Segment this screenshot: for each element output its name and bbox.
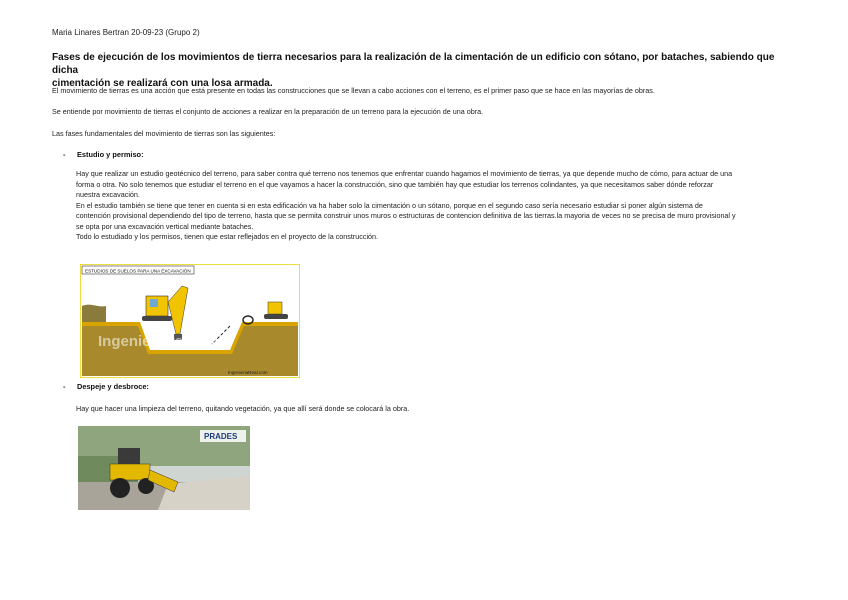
photo-logo: PRADES xyxy=(204,432,238,441)
intro-paragraph-2: Se entiende por movimiento de tierras el conjunto de acciones a realizar en la preparación de un terreno para la ejecución de una obra. xyxy=(52,107,484,116)
bullet-dash: - xyxy=(63,382,66,391)
body-line: se opta por una excavación vertical mediante bataches. xyxy=(76,221,254,231)
document-header: Maria Linares Bertran 20-09-23 (Grupo 2) xyxy=(52,28,200,37)
body-line: Todo lo estudiado y los permisos, tienen que estar reflejados en el proyecto de la construcción. xyxy=(76,232,379,241)
title-line-1: Fases de ejecución de los movimientos de tierra necesarios para la realización de la cimentación de un edificio con sótano, por bataches, sabiendo que dicha xyxy=(52,52,775,76)
title-line-2: cimentación se realizará con una losa armada. xyxy=(52,78,273,89)
figure-banner-text: ESTUDIOS DE SUELOS PARA UNA EXCAVACIÓN xyxy=(85,268,191,274)
excavator-tracks xyxy=(142,316,172,321)
loader-cab xyxy=(118,448,140,466)
land-clearing-photo xyxy=(78,426,250,510)
figure-watermark: Ingenieriareal.com xyxy=(98,333,231,350)
body-line: forma o otra. No solo tenemos que estudiar el terreno en el que vayamos a hacer la construcción, sino que también hay que estudiar los terrenos colindantes, ya que necesitamos saber dónde reforzar xyxy=(76,179,714,189)
intro-paragraph-1: El movimiento de tierras es una acción que está presente en todas las construcciones que se llevan a cabo acciones con el terreno, es el primer paso que se hace en las mayorías de obras. xyxy=(52,86,655,95)
loader-body xyxy=(110,464,150,480)
excavator-window xyxy=(150,299,158,307)
figure-footer: IngenieriaReal.com xyxy=(228,370,268,375)
section-heading-despeje xyxy=(63,382,149,391)
bullet-dash: - xyxy=(63,150,66,159)
body-line: Hay que realizar un estudio geotécnico del terreno, para saber contra qué terreno nos tenemos que enfrentar cuando hagamos el movimiento de tierras, ya que depende mucho de cómo, para actuar de una xyxy=(76,169,733,178)
loader-wheel-front xyxy=(110,478,130,498)
body-line: contención provisional dependiendo del tipo de terreno, hasta que se permita construir unos muros o estructuras de contencion definitiva de las tierras.la mayoria de veces no se precisa de muro provisional y xyxy=(76,211,736,220)
bulldozer-body xyxy=(268,302,282,314)
section-body-estudio xyxy=(76,169,798,243)
body-line: Hay que hacer una limpieza del terreno, quitando vegetación, ya que allí será donde se colocará la obra. xyxy=(76,404,410,413)
body-line: En el estudio también se tiene que tener en cuenta si en esta edificación va ha haber solo la cimentación o un sótano, porque en el segundo caso sería necesario estudiar si poner algún sistema de xyxy=(76,200,703,210)
document-title xyxy=(52,51,782,90)
section-heading-text: Estudio y permiso: xyxy=(77,150,144,159)
intro-paragraph-3: Las fases fundamentales del movimiento de tierras son las siguientes: xyxy=(52,129,276,138)
section-heading-text: Despeje y desbroce: xyxy=(77,382,149,391)
excavation-soil-study-figure xyxy=(80,264,300,378)
section-body-despeje xyxy=(76,404,776,415)
bulldozer-tracks xyxy=(264,314,288,319)
body-line: nuestra excavación. xyxy=(76,190,140,199)
soil-mound xyxy=(82,305,106,322)
section-heading-estudio xyxy=(63,150,144,159)
